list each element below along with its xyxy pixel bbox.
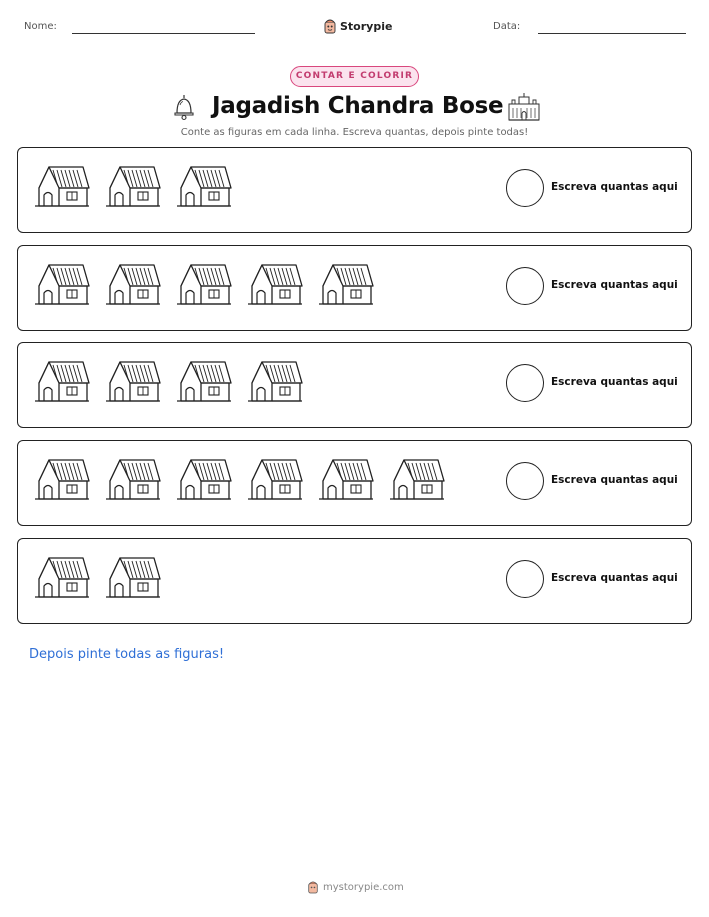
answer-circle[interactable] xyxy=(506,267,544,305)
storypie-logo-icon xyxy=(323,18,337,34)
brand-name: Storypie xyxy=(340,19,393,33)
counting-row xyxy=(17,538,692,624)
counting-row xyxy=(17,440,692,526)
brand xyxy=(323,18,392,34)
answer-circle[interactable] xyxy=(506,169,544,207)
bell-icon xyxy=(172,93,196,121)
site-url: mystorypie.com xyxy=(323,881,404,893)
answer-label: Escreva quantas aqui xyxy=(551,181,678,193)
house-icon xyxy=(173,262,233,306)
house-icon xyxy=(173,457,233,501)
answer-circle[interactable] xyxy=(506,560,544,598)
house-icon xyxy=(102,262,162,306)
house-icon xyxy=(244,457,304,501)
fort-icon xyxy=(506,92,542,122)
house-icon xyxy=(244,262,304,306)
activity-badge: CONTAR E COLORIR xyxy=(290,66,419,87)
house-icon xyxy=(31,164,91,208)
house-icon xyxy=(315,262,375,306)
site-footer xyxy=(307,880,404,894)
house-icon xyxy=(244,359,304,403)
house-icon xyxy=(315,457,375,501)
house-icon xyxy=(173,359,233,403)
answer-label: Escreva quantas aqui xyxy=(551,474,678,486)
counting-row xyxy=(17,342,692,428)
answer-circle[interactable] xyxy=(506,462,544,500)
header xyxy=(0,18,709,38)
instructions: Conte as figuras em cada linha. Escreva quantas, depois pinte todas! xyxy=(180,127,529,138)
title-row xyxy=(0,91,709,125)
house-icon xyxy=(386,457,446,501)
date-line xyxy=(538,33,686,34)
house-icon xyxy=(31,457,91,501)
house-icon xyxy=(31,359,91,403)
house-icon xyxy=(102,359,162,403)
counting-row xyxy=(17,147,692,233)
name-label: Nome: xyxy=(24,21,57,32)
footer-note: Depois pinte todas as figuras! xyxy=(29,647,225,662)
house-icon xyxy=(102,457,162,501)
house-icon xyxy=(31,555,91,599)
house-icon xyxy=(102,555,162,599)
storypie-logo-icon xyxy=(307,880,319,894)
answer-label: Escreva quantas aqui xyxy=(551,572,678,584)
answer-circle[interactable] xyxy=(506,364,544,402)
answer-label: Escreva quantas aqui xyxy=(551,376,678,388)
house-icon xyxy=(173,164,233,208)
house-icon xyxy=(31,262,91,306)
name-line xyxy=(72,33,255,34)
date-label: Data: xyxy=(493,21,521,32)
counting-row xyxy=(17,245,692,331)
house-icon xyxy=(102,164,162,208)
answer-label: Escreva quantas aqui xyxy=(551,279,678,291)
page-title: Jagadish Chandra Bose xyxy=(212,93,504,119)
